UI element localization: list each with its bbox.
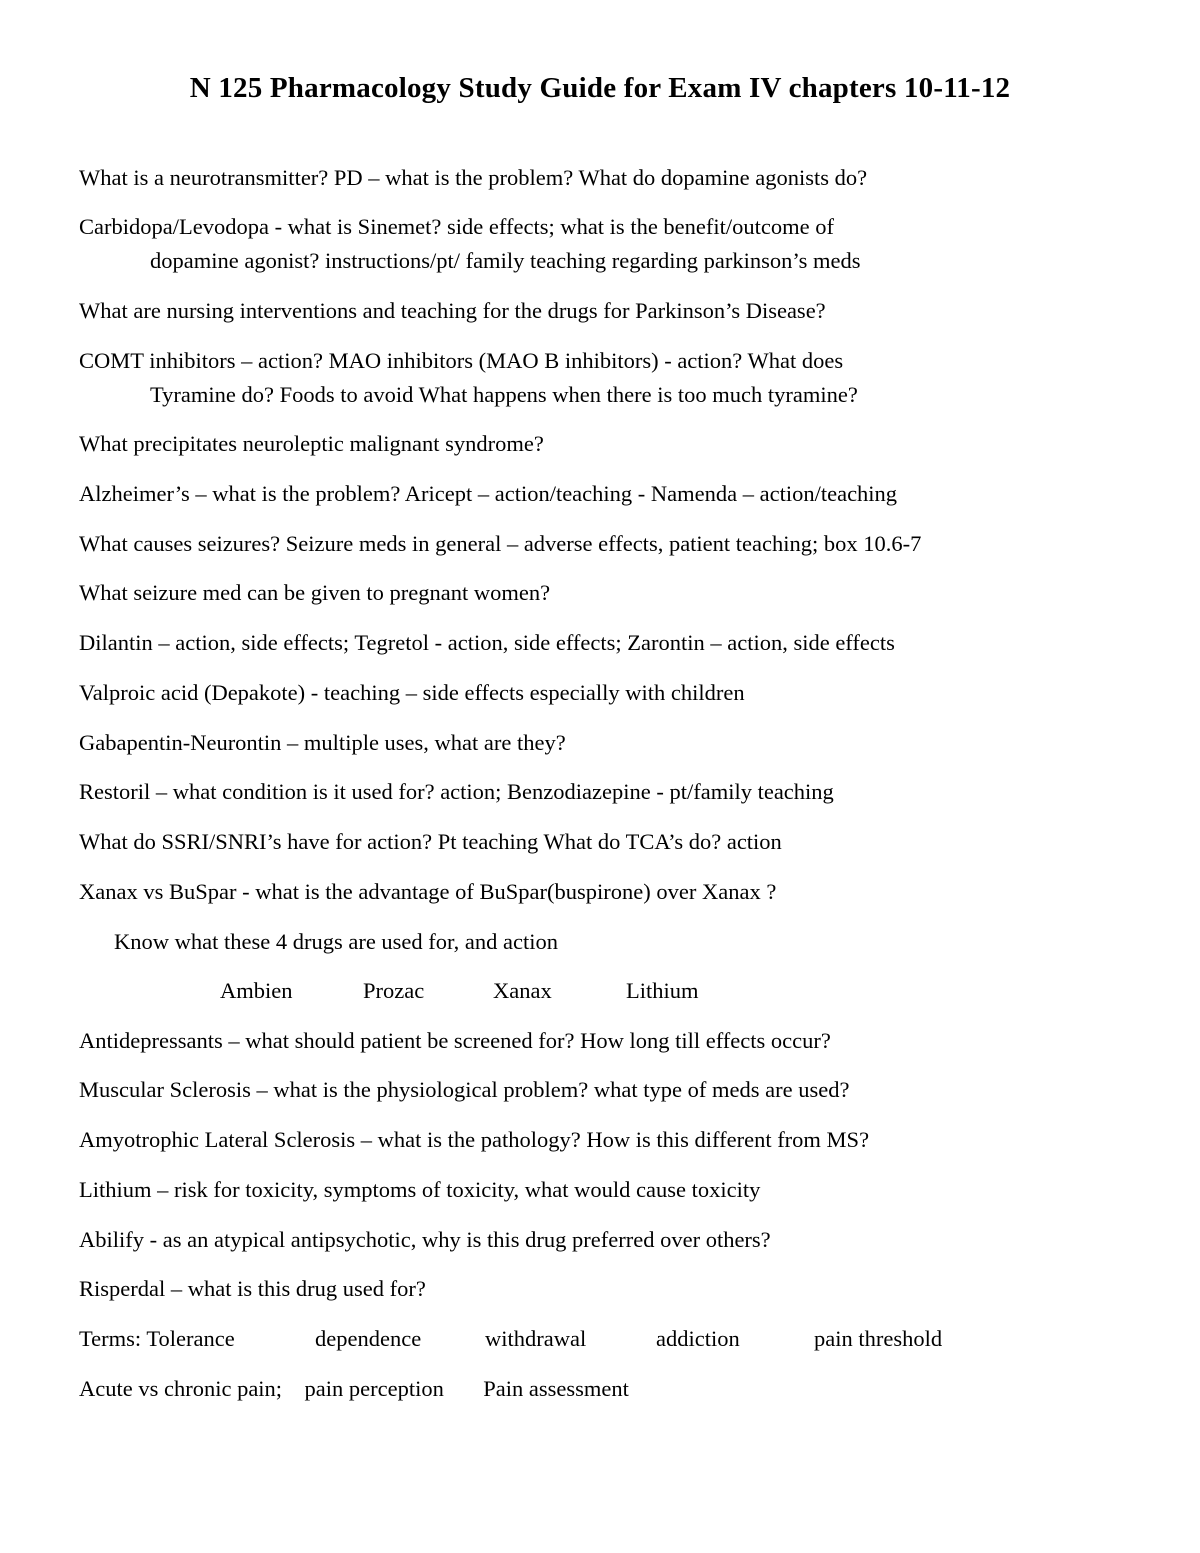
question-als: Amyotrophic Lateral Sclerosis – what is the pathology? How is this different from MS? [79, 1127, 870, 1152]
question-ssri: What do SSRI/SNRI’s have for action? Pt teaching What do TCA’s do? action [79, 829, 782, 854]
term-withdrawal: withdrawal [485, 1326, 587, 1351]
question-abilify: Abilify - as an atypical antipsychotic, why is this drug preferred over others? [79, 1227, 771, 1252]
question-carbidopa-continued: dopamine agonist? instructions/pt/ family teaching regarding parkinson’s meds [150, 248, 861, 273]
question-valproic-acid: Valproic acid (Depakote) - teaching – side effects especially with children [79, 680, 745, 705]
document-title: N 125 Pharmacology Study Guide for Exam IV chapters 10-11-12 [189, 72, 1011, 104]
question-muscular-sclerosis: Muscular Sclerosis – what is the physiological problem? what type of meds are used? [79, 1077, 850, 1102]
question-pain: Acute vs chronic pain; pain perception Pain assessment [79, 1376, 629, 1401]
question-nursing-interventions: What are nursing interventions and teaching for the drugs for Parkinson’s Disease? [79, 298, 826, 323]
question-neurotransmitter: What is a neurotransmitter? PD – what is the problem? What do dopamine agonists do? [79, 165, 868, 190]
drug-prozac: Prozac [363, 978, 425, 1003]
question-antidepressants: Antidepressants – what should patient be screened for? How long till effects occur? [79, 1028, 831, 1053]
term-pain-threshold: pain threshold [814, 1326, 943, 1351]
question-risperdal: Risperdal – what is this drug used for? [79, 1276, 426, 1301]
terms-label: Terms: Tolerance [79, 1326, 235, 1351]
question-lithium: Lithium – risk for toxicity, symptoms of toxicity, what would cause toxicity [79, 1177, 761, 1202]
question-pregnant-women: What seizure med can be given to pregnant women? [79, 580, 551, 605]
question-comt-inhibitors: COMT inhibitors – action? MAO inhibitors (MAO B inhibitors) - action? What does [79, 348, 844, 373]
question-gabapentin: Gabapentin-Neurontin – multiple uses, what are they? [79, 730, 566, 755]
term-addiction: addiction [656, 1326, 740, 1351]
question-comt-continued: Tyramine do? Foods to avoid What happens when there is too much tyramine? [150, 382, 858, 407]
question-dilantin: Dilantin – action, side effects; Tegretol - action, side effects; Zarontin – action, side effects [79, 630, 895, 655]
drug-xanax: Xanax [493, 978, 552, 1003]
term-dependence: dependence [315, 1326, 422, 1351]
question-four-drugs: Know what these 4 drugs are used for, and action [114, 929, 558, 954]
question-nms: What precipitates neuroleptic malignant syndrome? [79, 431, 544, 456]
question-xanax-buspar: Xanax vs BuSpar - what is the advantage of BuSpar(buspirone) over Xanax ? [79, 879, 777, 904]
question-seizures: What causes seizures? Seizure meds in general – adverse effects, patient teaching; box 10.6-7 [79, 531, 922, 556]
question-alzheimers: Alzheimer’s – what is the problem? Aricept – action/teaching - Namenda – action/teaching [79, 481, 898, 506]
drug-ambien: Ambien [220, 978, 293, 1003]
question-restoril: Restoril – what condition is it used for? action; Benzodiazepine - pt/family teaching [79, 779, 834, 804]
question-carbidopa: Carbidopa/Levodopa - what is Sinemet? side effects; what is the benefit/outcome of [79, 214, 834, 239]
drug-lithium: Lithium [626, 978, 699, 1003]
